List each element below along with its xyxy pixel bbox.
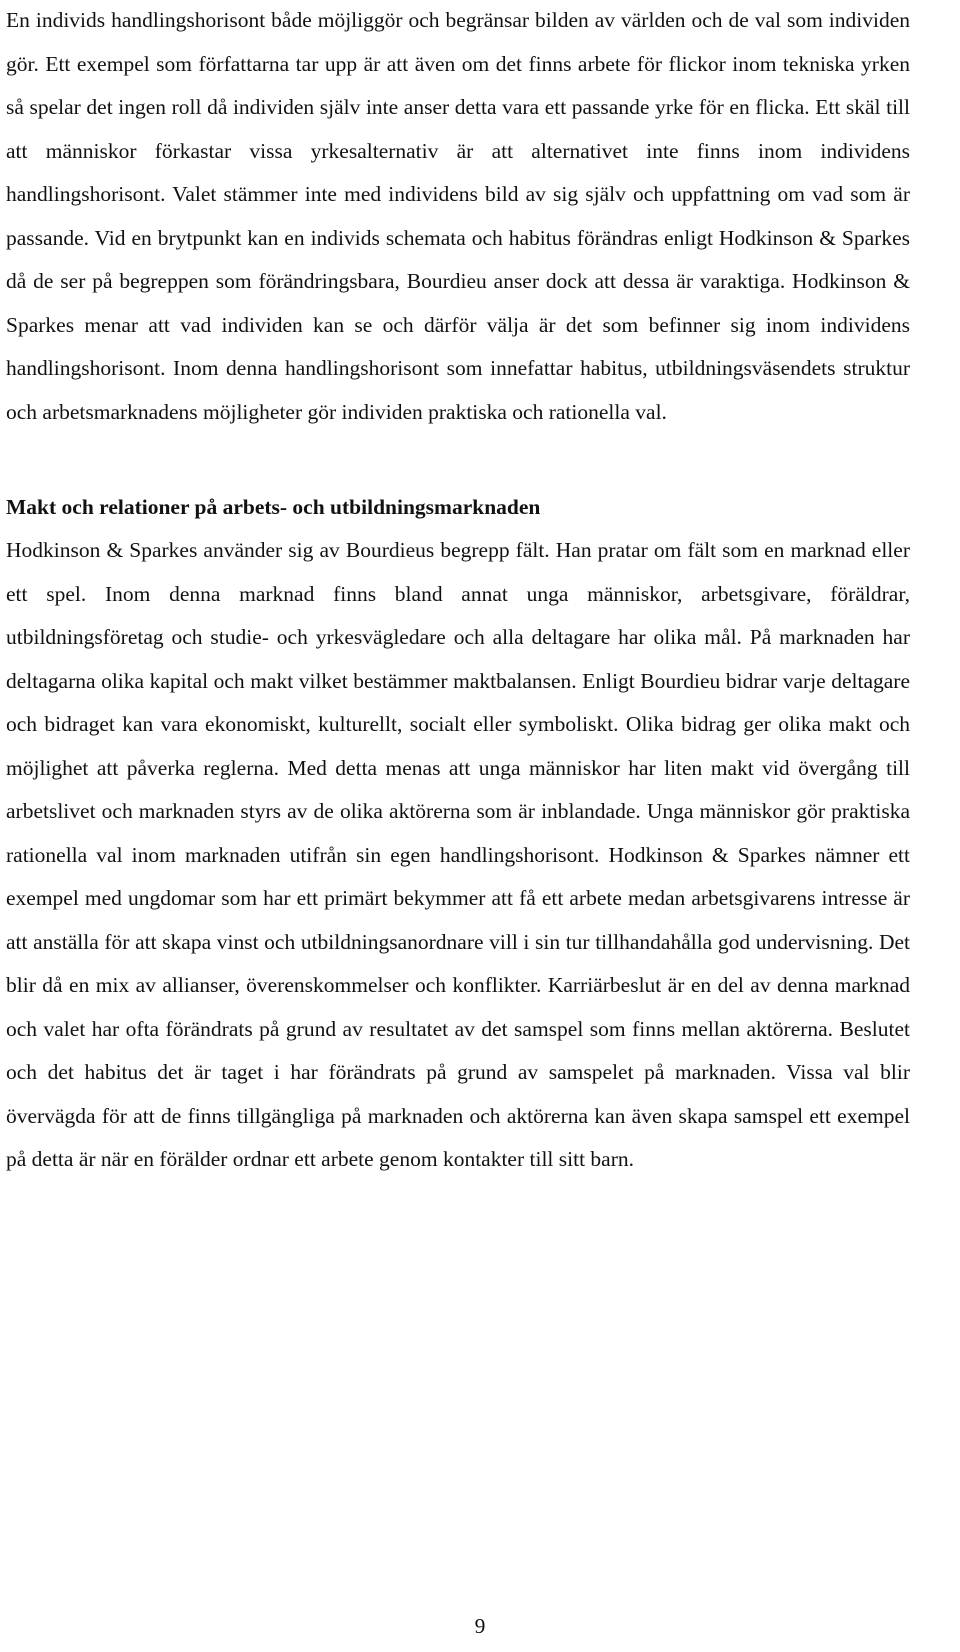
body-paragraph-handlingshorisont: En individs handlingshorisont både möjliggör och begränsar bilden av världen och de val som individen gör. Ett exempel som författarna tar upp är att även om det finns arbete för flickor inom tekniska yrken så spelar det ingen roll då individen själv inte anser detta vara ett passande yrke för en flicka. Ett skäl till att människor förkastar vissa yrkesalternativ är att alternativet inte finns inom individens handlingshorisont. Valet stämmer inte med individens bild av sig själv och uppfattning om vad som är passande. Vid en brytpunkt kan en individs schemata och habitus förändras enligt Hodkinson & Sparkes då de ser på begreppen som förändringsbara, Bourdieu anser dock att dessa är varaktiga. Hodkinson & Sparkes menar att vad individen kan se och därför välja är det som befinner sig inom individens handlingshorisont. Inom denna handlingshorisont som innefattar habitus, utbildningsväsendets struktur och arbetsmarknadens möjligheter gör individen praktiska och rationella val. — [6, 8, 910, 424]
section-heading: Makt och relationer på arbets- och utbildningsmarknaden — [6, 495, 541, 519]
document-page — [6, 0, 910, 1182]
page-number: 9 — [474, 1614, 486, 1638]
body-paragraph-makt-och-relationer: Hodkinson & Sparkes använder sig av Bourdieus begrepp fält. Han pratar om fält som en marknad eller ett spel. Inom denna marknad finns bland annat unga människor, arbetsgivare, föräldrar, utbildningsföretag och studie- och yrkesvägledare och alla deltagare har olika mål. På marknaden har deltagarna olika kapital och makt vilket bestämmer maktbalansen. Enligt Bourdieu bidrar varje deltagare och bidraget kan vara ekonomiskt, kulturellt, socialt eller symboliskt. Olika bidrag ger olika makt och möjlighet att påverka reglerna. Med detta menas att unga människor har liten makt vid övergång till arbetslivet och marknaden styrs av de olika aktörerna som är inblandade. Unga människor gör praktiska rationella val inom marknaden utifrån sin egen handlingshorisont. Hodkinson & Sparkes nämner ett exempel med ungdomar som har ett primärt bekymmer att få ett arbete medan arbetsgivarens intresse är att anställa för att skapa vinst och utbildningsanordnare vill i sin tur tillhandahålla god undervisning. Det blir då en mix av allianser, överenskommelser och konflikter. Karriärbeslut är en del av denna marknad och valet har ofta förändrats på grund av resultatet av det samspel som finns mellan aktörerna. Beslutet och det habitus det är taget i har förändrats på grund av samspelet på marknaden. Vissa val blir övervägda för att de finns tillgängliga på marknaden och aktörerna kan även skapa samspel ett exempel på detta är när en förälder ordnar ett arbete genom kontakter till sitt barn. — [6, 538, 910, 1171]
